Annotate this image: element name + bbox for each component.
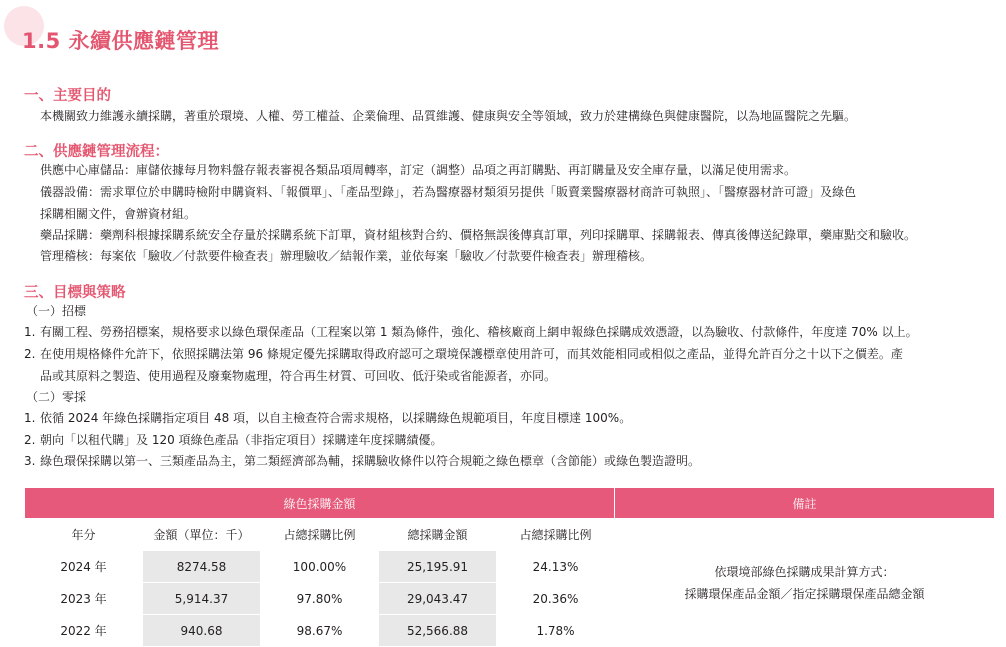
list-item-text: 有關工程、勞務招標案，規格要求以綠色環保產品（工程案以第 1 類為條件，強化、稽核廠商上網申報綠色採購成效憑證，以為驗收、付款條件，年度達 70% 以上。: [40, 325, 918, 339]
process-line: 採購相關文件，會辦資材組。: [40, 207, 197, 221]
note-line: 採購環保產品金額／指定採購環保產品總金額: [684, 586, 925, 601]
table-note-cell: [615, 519, 995, 647]
purpose-text: 本機關致力維護永續採購，著重於環境、人權、勞工權益、企業倫理、品質維護、健康與安全等領域，致力於建構綠色與健康醫院，以為地區醫院之先驅。: [40, 109, 857, 123]
list-item-number: 2.: [24, 433, 36, 447]
page-title: 1.5 永續供應鏈管理: [22, 29, 220, 53]
section-heading-goals: 三、目標與策略: [24, 285, 126, 301]
list-item-text: 品或其原料之製造、使用過程及廢棄物處理，符合再生材質、可回收、低汙染或省能源者，亦同。: [40, 369, 557, 383]
table-cell: 2024 年: [25, 551, 143, 583]
section-heading-purpose: 一、主要目的: [24, 88, 111, 104]
process-line: 供應中心庫儲品：庫儲依據每月物料盤存報表審視各類品項周轉率，訂定（調整）品項之再訂購點、再訂購量及安全庫存量，以滿足使用需求。: [40, 163, 797, 177]
table-cell: 8274.58: [143, 551, 261, 583]
table-cell: 29,043.47: [379, 583, 497, 615]
column-header: 總採購金額: [379, 519, 497, 551]
table-cell: 2023 年: [25, 583, 143, 615]
table-cell: 20.36%: [497, 583, 615, 615]
process-line: 儀器設備：需求單位於申購時檢附申購資料、「報價單」、「產品型錄」，若為醫療器材類須另提供「販賣業醫療器材商許可執照」、「醫療器材許可證」及綠色: [40, 185, 857, 199]
table-cell: 52,566.88: [379, 615, 497, 647]
section-heading-process: 二、供應鏈管理流程：: [24, 144, 169, 160]
table-cell: 24.13%: [497, 551, 615, 583]
green-procurement-table: [24, 487, 995, 647]
column-header: 占總採購比例: [261, 519, 379, 551]
table-cell: 97.80%: [261, 583, 379, 615]
column-header: 年分: [25, 519, 143, 551]
table-cell: 1.78%: [497, 615, 615, 647]
process-line: 藥品採購：藥劑科根據採購系統安全存量於採購系統下訂單，資材組核對合約、價格無誤後傳真訂單，列印採購單、採購報表、傳真後傳送紀錄單，藥庫點交和驗收。: [40, 228, 917, 242]
list-item-text: 依循 2024 年綠色採購指定項目 48 項，以自主檢查符合需求規格，以採購綠色規範項目，年度目標達 100%。: [40, 411, 632, 425]
list-item-number: 1.: [24, 325, 36, 339]
column-header: 占總採購比例: [497, 519, 615, 551]
table-cell: 5,914.37: [143, 583, 261, 615]
list-item-number: 3.: [24, 454, 36, 468]
table-cell: 100.00%: [261, 551, 379, 583]
table-cell: 2022 年: [25, 615, 143, 647]
list-item-number: 1.: [24, 411, 36, 425]
list-item-text: 朝向「以租代購」及 120 項綠色產品（非指定項目）採購達年度採購績優。: [40, 433, 443, 447]
table-cell: 25,195.91: [379, 551, 497, 583]
list-item-text: 在使用規格條件允許下，依照採購法第 96 條規定優先採購取得政府認可之環境保護標章使用許可，而其效能相同或相似之產品，並得允許百分之十以下之價差。產: [40, 347, 903, 361]
table-note-header: 備註: [615, 488, 995, 519]
subsection-small-purchase: （二）零採: [26, 390, 87, 404]
list-item-text: 綠色環保採購以第一、三類產品為主，第二類經濟部為輔，採購驗收條件以符合規範之綠色標章（含節能）或綠色製造證明。: [40, 454, 701, 468]
column-header: 金額（單位：千）: [143, 519, 261, 551]
table-cell: 940.68: [143, 615, 261, 647]
table-cell: 98.67%: [261, 615, 379, 647]
subsection-tender: （一）招標: [26, 304, 87, 318]
note-line: 依環境部綠色採購成果計算方式：: [714, 564, 895, 579]
list-item-number: 2.: [24, 347, 36, 361]
process-line: 管理稽核：每案依「驗收／付款要件檢查表」辦理驗收／結報作業，並依每案「驗收／付款要件檢查表」辦理稽核。: [40, 249, 653, 263]
table-group-header: 綠色採購金額: [25, 488, 615, 519]
